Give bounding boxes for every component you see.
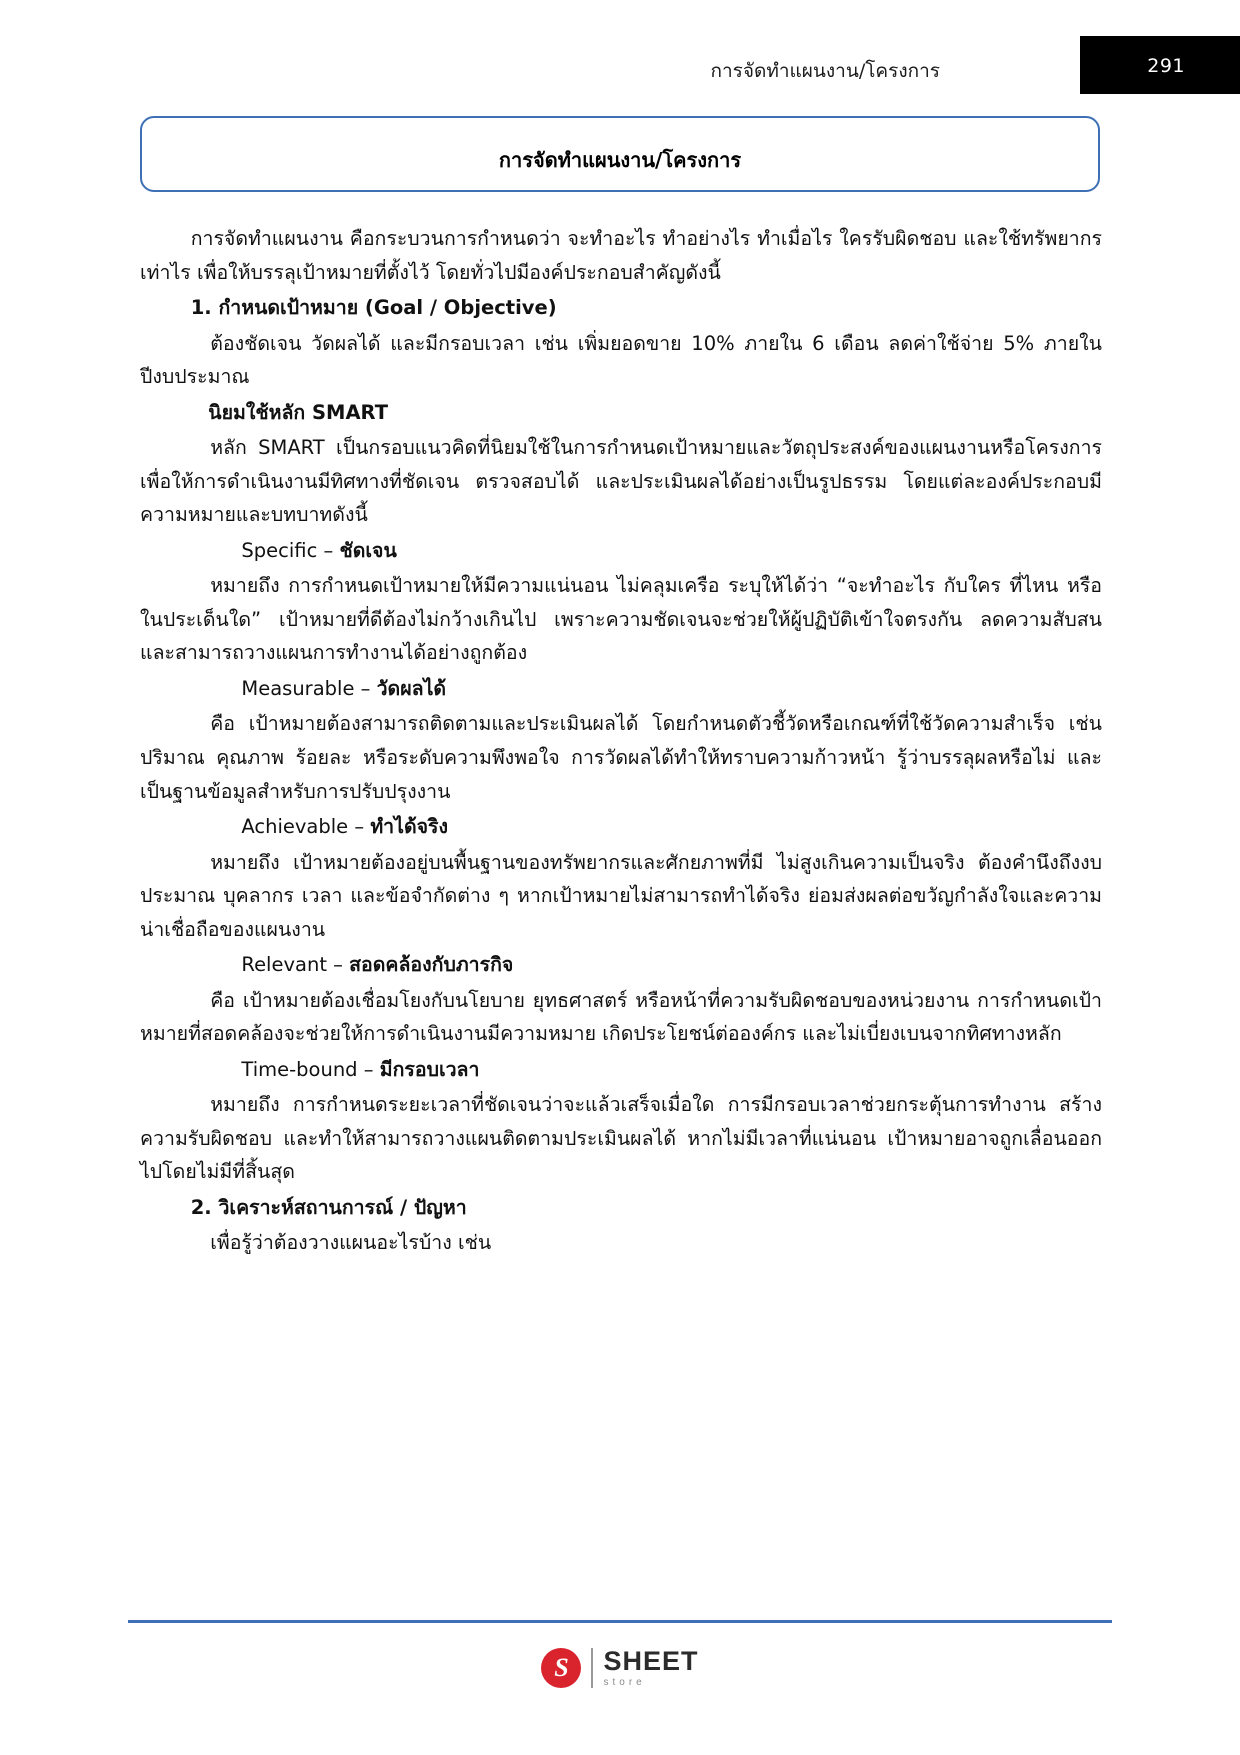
page-number: 291 [1147, 55, 1185, 77]
logo-subtitle: store [603, 1677, 646, 1688]
smart-detail-achievable: หมายถึง เป้าหมายต้องอยู่บนพื้นฐานของทรัพยากรและศักยภาพที่มี ไม่สูงเกินความเป็นจริง ต้องคำนึงถึงงบประมาณ บุคลากร เวลา และข้อจำกัดต่าง ๆ หากเป้าหมายไม่สามารถทำได้จริง ย่อมส่งผลต่อขวัญกำลังใจและความน่าเชื่อถือของแผนงาน [140, 850, 1102, 941]
smart-detail-time-bound: หมายถึง การกำหนดระยะเวลาที่ชัดเจนว่าจะแล้วเสร็จเมื่อใด การมีกรอบเวลาช่วยกระตุ้นการทำงาน สร้างความรับผิดชอบ และทำให้สามารถวางแผนติดตามประเมินผลได้ หากไม่มีเวลาที่แน่นอน เป้าหมายอาจถูกเลื่อนออกไปโดยไม่มีที่สิ้นสุด [140, 1093, 1102, 1184]
smart-term-relevant-th: สอดคล้องกับภารกิจ [349, 953, 514, 977]
smart-heading: นิยมใช้หลัก SMART [208, 400, 388, 424]
smart-detail-specific: หมายถึง การกำหนดเป้าหมายให้มีความแน่นอน ไม่คลุมเครือ ระบุให้ได้ว่า “จะทำอะไร กับใคร ที่ไหน หรือในประเด็นใด” เป้าหมายที่ดีต้องไม่กว้างเกินไป เพราะความชัดเจนจะช่วยให้ผู้ปฏิบัติเข้าใจตรงกัน ลดความสับสน และสามารถวางแผนการทำงานได้อย่างถูกต้อง [140, 574, 1102, 665]
smart-term-specific-th: ชัดเจน [339, 538, 397, 562]
smart-term-relevant-en: Relevant [241, 953, 327, 977]
smart-term-measurable [140, 672, 1102, 706]
running-header-title: การจัดทำแผนงาน/โครงการ [710, 60, 940, 82]
smart-term-specific [140, 534, 1102, 568]
smart-term-achievable-en: Achievable [241, 815, 349, 839]
smart-term-time-bound-en: Time-bound [241, 1057, 358, 1081]
footer-divider [128, 1620, 1112, 1623]
footer-logo [0, 1648, 1240, 1688]
page-header [0, 0, 1240, 96]
smart-term-dash: – [348, 815, 371, 839]
smart-term-dash: – [326, 953, 350, 977]
smart-term-measurable-th: วัดผลได้ [376, 676, 447, 700]
smart-term-achievable [140, 810, 1102, 844]
sheet-logo-icon: S [541, 1648, 581, 1688]
smart-intro-paragraph: หลัก SMART เป็นกรอบแนวคิดที่นิยมใช้ในการกำหนดเป้าหมายและวัตถุประสงค์ของแผนงานหรือโครงการ เพื่อให้การดำเนินงานมีทิศทางที่ชัดเจน ตรวจสอบได้ และประเมินผลได้อย่างเป็นรูปธรรม โดยแต่ละองค์ประกอบมีความหมายและบทบาทดังนี้ [140, 436, 1102, 527]
smart-term-dash: – [317, 538, 340, 562]
smart-term-dash: – [354, 676, 377, 700]
section-1-paragraph: ต้องชัดเจน วัดผลได้ และมีกรอบเวลา เช่น เพิ่มยอดขาย 10% ภายใน 6 เดือน ลดค่าใช้จ่าย 5% ภายในปีงบประมาณ [140, 331, 1102, 389]
document-body [140, 222, 1102, 1262]
section-2-heading: 2. วิเคราะห์สถานการณ์ / ปัญหา [190, 1195, 467, 1219]
section-2-paragraph: เพื่อรู้ว่าต้องวางแผนอะไรบ้าง เช่น [210, 1231, 492, 1255]
section-1-heading: 1. กำหนดเป้าหมาย (Goal / Objective) [190, 296, 557, 320]
smart-detail-relevant: คือ เป้าหมายต้องเชื่อมโยงกับนโยบาย ยุทธศาสตร์ หรือหน้าที่ความรับผิดชอบของหน่วยงาน การกำหนดเป้าหมายที่สอดคล้องจะช่วยให้การดำเนินงานมีความหมาย เกิดประโยชน์ต่อองค์กร และไม่เบี่ยงเบนจากทิศทางหลัก [140, 988, 1102, 1046]
smart-term-time-bound-th: มีกรอบเวลา [379, 1057, 480, 1081]
logo-wordmark [603, 1648, 698, 1688]
smart-term-measurable-en: Measurable [241, 676, 355, 700]
logo-name: SHEET [603, 1646, 699, 1676]
page-title: การจัดทำแผนงาน/โครงการ [498, 148, 742, 172]
smart-detail-measurable: คือ เป้าหมายต้องสามารถติดตามและประเมินผลได้ โดยกำหนดตัวชี้วัดหรือเกณฑ์ที่ใช้วัดความสำเร็จ เช่น ปริมาณ คุณภาพ ร้อยละ หรือระดับความพึงพอใจ การวัดผลได้ทำให้ทราบความก้าวหน้า รู้ว่าบรรลุผลหรือไม่ และเป็นฐานข้อมูลสำหรับการปรับปรุงงาน [140, 712, 1102, 803]
intro-paragraph: การจัดทำแผนงาน คือกระบวนการกำหนดว่า จะทำอะไร ทำอย่างไร ทำเมื่อไร ใครรับผิดชอบ และใช้ทรัพยากรเท่าไร เพื่อให้บรรลุเป้าหมายที่ตั้งไว้ โดยทั่วไปมีองค์ประกอบสำคัญดังนี้ [140, 227, 1102, 284]
smart-term-time-bound [140, 1053, 1102, 1087]
smart-term-dash: – [357, 1057, 380, 1081]
logo-divider [591, 1648, 593, 1688]
smart-term-specific-en: Specific [241, 538, 318, 562]
smart-term-relevant [140, 948, 1102, 982]
smart-term-achievable-th: ทำได้จริง [370, 815, 449, 839]
document-title-box [140, 116, 1100, 192]
